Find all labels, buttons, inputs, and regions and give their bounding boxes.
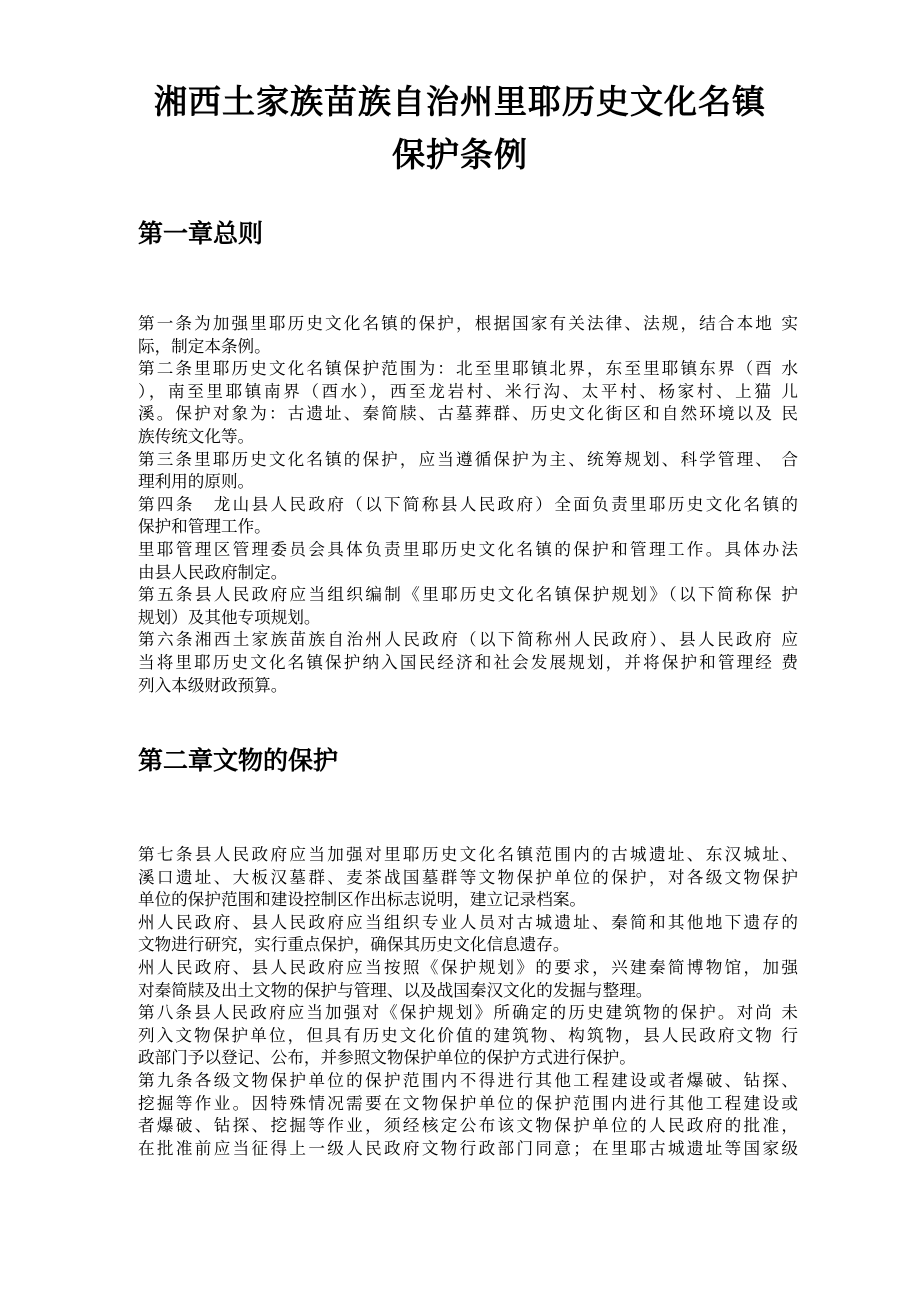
chapter-2-heading: 第二章文物的保护 [138,746,339,775]
text-line: 第七条县人民政府应当加强对里耶历史文化名镇范围内的古城遗址、东汉城址、 [138,845,798,864]
text-line: 际，制定本条例。 [138,336,271,356]
text-line: 第四条 龙山县人民政府（以下简称县人民政府）全面负责里耶历史文化名镇的 [138,494,798,514]
chapter-2-body [138,844,798,1160]
text-line: 第六条湘西土家族苗族自治州人民政府（以下简称州人民政府）、县人民政府 应 [138,630,798,650]
text-line: 者爆破、钻探、挖掘等作业，须经核定公布该文物保护单位的人民政府的批准， [138,1116,798,1136]
text-line: 理利用的原则。 [138,472,255,492]
text-line: 当将里耶历史文化名镇保护纳入国民经济和社会发展规划，并将保护和管理经 费 [138,652,798,672]
document-title-line2: 保护条例 [392,135,528,174]
text-line: 由县人民政府制定。 [138,562,288,582]
text-line: 里耶管理区管理委员会具体负责里耶历史文化名镇的保护和管理工作。具体办法 [138,539,798,559]
text-line: 第五条县人民政府应当组织编制《里耶历史文化名镇保护规划》（以下简称保 护 [138,585,798,605]
text-line: 列入文物保护单位，但具有历史文化价值的建筑物、构筑物，县人民政府文物 行 [138,1025,798,1045]
text-line: ），南至里耶镇南界（酉水），西至龙岩村、米行沟、太平村、杨家村、上猫 儿 [138,381,798,401]
text-line: 对秦简牍及出土文物的保护与管理、以及战国秦汉文化的发掘与整理。 [138,980,653,1000]
text-line: 保护和管理工作。 [138,517,271,537]
chapter-1-heading: 第一章总则 [138,219,264,248]
document-title-line1: 湘西土家族苗族自治州里耶历史文化名镇 [154,82,766,121]
text-line: 第八条县人民政府应当加强对《保护规划》所确定的历史建筑物的保护。对尚 未 [138,1003,798,1023]
text-line: 政部门予以登记、公布，并参照文物保护单位的保护方式进行保护。 [138,1048,636,1068]
text-line: 溪口遗址、大板汉墓群、麦茶战国墓群等文物保护单位的保护，对各级文物保护 [138,867,798,887]
chapter-1-body [138,313,798,697]
text-line: 第三条里耶历史文化名镇的保护，应当遵循保护为主、统筹规划、科学管理、 合 [138,449,798,469]
text-line: 挖掘等作业。因特殊情况需要在文物保护单位的保护范围内进行其他工程建设或 [138,1093,798,1113]
text-line: 州人民政府、县人民政府应当组织专业人员对古城遗址、秦简和其他地下遗存的 [138,912,798,932]
text-line: 第一条为加强里耶历史文化名镇的保护，根据国家有关法律、法规，结合本地 实 [138,314,798,333]
text-line: 第九条各级文物保护单位的保护范围内不得进行其他工程建设或者爆破、钻探、 [138,1070,798,1090]
text-line: 族传统文化等。 [138,426,255,446]
text-line: 列入本级财政预算。 [138,675,288,695]
text-line: 州人民政府、县人民政府应当按照《保护规划》的要求，兴建秦简博物馆，加强 [138,957,798,977]
text-line: 在批准前应当征得上一级人民政府文物行政部门同意；在里耶古城遗址等国家级 [138,1138,798,1158]
text-line: 单位的保护范围和建设控制区作出标志说明，建立记录档案。 [138,890,587,910]
text-line: 溪。保护对象为：古遗址、秦简牍、古墓葬群、历史文化街区和自然环境以及 民 [138,404,798,424]
text-line: 规划）及其他专项规划。 [138,607,321,627]
text-line: 文物进行研究，实行重点保护，确保其历史文化信息遗存。 [138,935,570,955]
text-line: 第二条里耶历史文化名镇保护范围为：北至里耶镇北界，东至里耶镇东界（酉 水 [138,359,798,379]
